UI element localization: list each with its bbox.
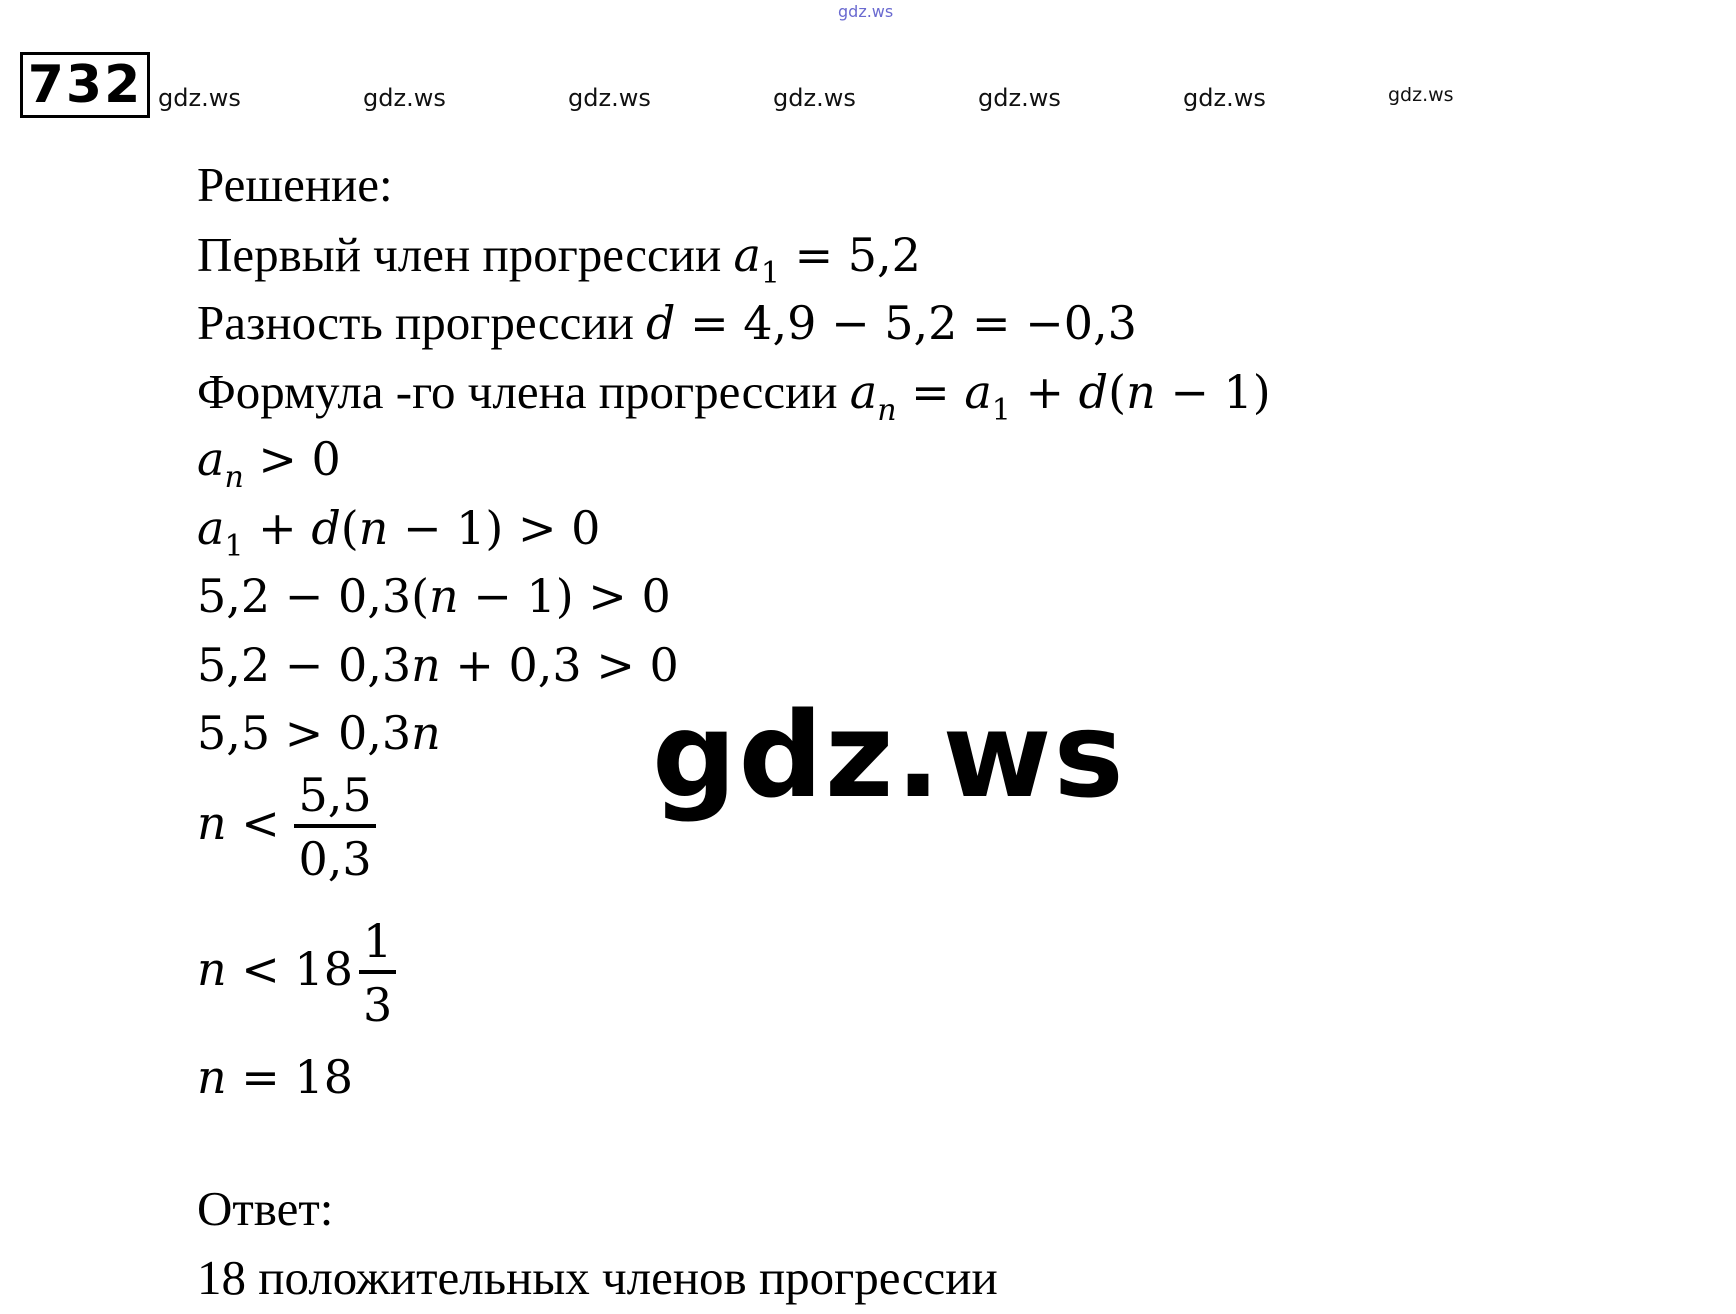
math-expr: = 5,2 bbox=[780, 228, 921, 282]
math-subscript: n bbox=[877, 393, 897, 428]
math-var: n bbox=[197, 942, 227, 996]
math-var: a bbox=[849, 365, 878, 419]
math-var: d bbox=[646, 296, 676, 350]
math-var: n bbox=[411, 638, 441, 692]
math-var: n bbox=[411, 706, 441, 760]
solution-line-11 bbox=[197, 1050, 353, 1104]
math-expr: − 1) bbox=[1155, 365, 1271, 419]
fraction-numerator: 5,5 bbox=[294, 772, 375, 828]
math-expr: + bbox=[243, 501, 312, 555]
line2-text: Разность прогрессии bbox=[197, 295, 634, 350]
math-expr: ( bbox=[1108, 365, 1127, 419]
math-expr: = 4,9 − 5,2 = −0,3 bbox=[675, 296, 1137, 350]
math-expr: − 1) > 0 bbox=[388, 501, 601, 555]
solution-heading: Решение: bbox=[197, 157, 393, 212]
math-expr: + bbox=[1010, 365, 1079, 419]
task-number-box bbox=[20, 52, 150, 118]
watermark-row-item: gdz.ws bbox=[363, 84, 446, 112]
solution-line-4 bbox=[197, 432, 341, 495]
line1-text: Первый член прогрессии bbox=[197, 227, 722, 282]
math-expr: < bbox=[226, 796, 295, 850]
math-subscript: 1 bbox=[760, 256, 780, 291]
answer-heading: Ответ: bbox=[197, 1181, 334, 1236]
math-expr: − 1) > 0 bbox=[458, 569, 671, 623]
answer-text: 18 положительных членов прогрессии bbox=[197, 1250, 998, 1305]
math-var: a bbox=[197, 501, 225, 555]
math-var: n bbox=[358, 501, 389, 555]
math-expr: + 0,3 > 0 bbox=[440, 638, 679, 692]
solution-line-1 bbox=[197, 227, 921, 291]
solution-line-7 bbox=[197, 638, 679, 692]
solution-line-5 bbox=[197, 501, 601, 564]
math-var: n bbox=[429, 569, 459, 623]
math-expr: 5,5 > 0,3 bbox=[197, 706, 412, 760]
task-number: 732 bbox=[27, 55, 143, 115]
watermark-row-item: gdz.ws bbox=[158, 84, 241, 112]
watermark-big: gdz.ws bbox=[652, 686, 1126, 824]
solution-line-2 bbox=[197, 295, 1137, 350]
watermark-row-item: gdz.ws bbox=[1388, 84, 1454, 106]
math-var: d bbox=[1078, 365, 1109, 419]
math-expr: = bbox=[896, 365, 965, 419]
math-expr: 5,2 − 0,3 bbox=[197, 638, 412, 692]
fraction bbox=[359, 914, 396, 1032]
math-var: a bbox=[733, 228, 761, 282]
watermark-row-item: gdz.ws bbox=[773, 84, 856, 112]
solution-line-3 bbox=[197, 364, 1271, 428]
math-var: n bbox=[197, 1050, 227, 1104]
fraction bbox=[294, 768, 375, 886]
math-subscript: 1 bbox=[991, 393, 1011, 428]
watermark-row-item: gdz.ws bbox=[1183, 84, 1266, 112]
watermark-top: gdz.ws bbox=[838, 2, 894, 21]
math-expr: = 18 bbox=[226, 1050, 353, 1104]
fraction-numerator: 1 bbox=[359, 918, 396, 974]
math-var: n bbox=[197, 796, 227, 850]
math-var: a bbox=[964, 365, 992, 419]
watermark-row-item: gdz.ws bbox=[568, 84, 651, 112]
solution-line-8 bbox=[197, 706, 441, 760]
math-expr: 5,2 − 0,3( bbox=[197, 569, 430, 623]
math-subscript: 1 bbox=[224, 529, 244, 564]
math-var: a bbox=[197, 432, 225, 486]
math-expr: ( bbox=[340, 501, 359, 555]
watermark-row-item: gdz.ws bbox=[978, 84, 1061, 112]
solution-line-10 bbox=[197, 914, 396, 1032]
line3-text: Формула -го члена прогрессии bbox=[197, 364, 838, 419]
solution-line-6 bbox=[197, 569, 671, 623]
math-subscript: n bbox=[224, 460, 244, 495]
fraction-denominator: 0,3 bbox=[298, 832, 372, 886]
math-var: d bbox=[311, 501, 341, 555]
math-expr: > 0 bbox=[243, 432, 341, 486]
math-expr: < 18 bbox=[226, 942, 353, 996]
math-var: n bbox=[1126, 365, 1156, 419]
solution-line-9 bbox=[197, 768, 376, 886]
fraction-denominator: 3 bbox=[362, 978, 393, 1032]
